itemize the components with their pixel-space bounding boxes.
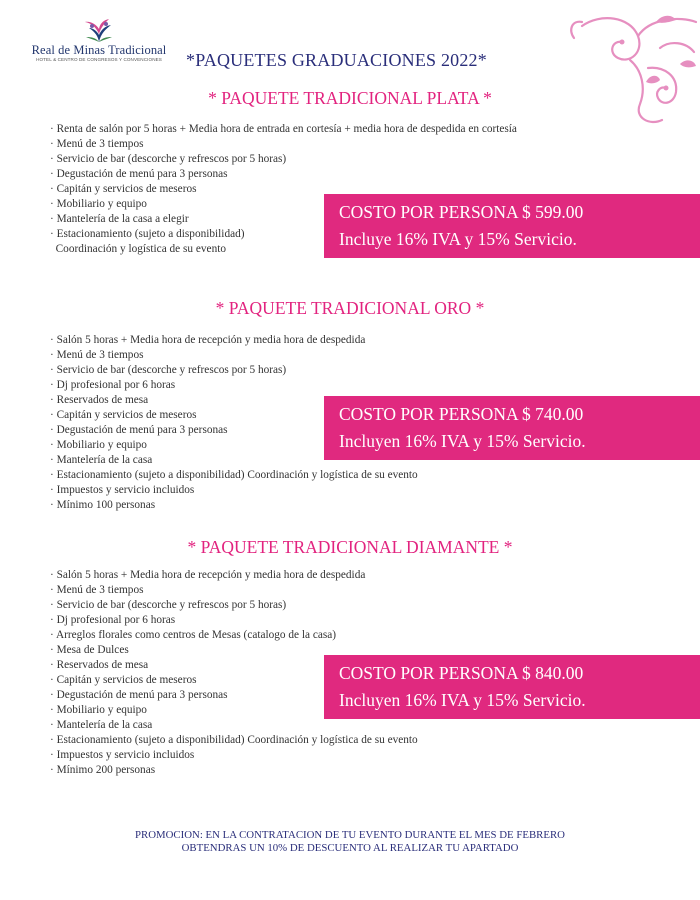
cost-box-oro: [324, 396, 700, 460]
package-title-diamante: * PAQUETE TRADICIONAL DIAMANTE *: [187, 537, 513, 557]
list-item: · Renta de salón por 5 horas + Media hora de entrada en cortesía + media hora de despedida en cortesía: [50, 123, 517, 135]
list-item: · Salón 5 horas + Media hora de recepción y media hora de despedida: [50, 569, 366, 581]
list-item: · Mínimo 200 personas: [50, 764, 156, 776]
logo-brand: Real de Minas Tradicional: [31, 43, 167, 57]
cost-box-diamante: [324, 655, 700, 719]
list-item: · Degustación de menú para 3 personas: [50, 689, 228, 701]
package-title-oro: * PAQUETE TRADICIONAL ORO *: [215, 298, 485, 318]
cost-includes: Incluyen 16% IVA y 15% Servicio.: [339, 690, 586, 710]
list-item: · Mesa de Dulces: [50, 644, 129, 656]
list-item: · Reservados de mesa: [50, 394, 149, 406]
list-item: · Dj profesional por 6 horas: [50, 614, 176, 626]
page-title: *PAQUETES GRADUACIONES 2022*: [186, 50, 487, 70]
list-item: · Impuestos y servicio incluidos: [50, 749, 195, 761]
promotion-line-1: PROMOCION: EN LA CONTRATACION DE TU EVENTO DURANTE EL MES DE FEBRERO: [135, 829, 565, 841]
package-title-plata: * PAQUETE TRADICIONAL PLATA *: [208, 88, 492, 108]
list-item: · Servicio de bar (descorche y refrescos por 5 horas): [50, 364, 287, 376]
list-item: · Capitán y servicios de meseros: [50, 409, 197, 421]
cost-includes: Incluyen 16% IVA y 15% Servicio.: [339, 431, 586, 451]
list-item: · Estacionamiento (sujeto a disponibilidad) Coordinación y logística de su evento: [50, 469, 418, 481]
cost-per-person: COSTO POR PERSONA $ 840.00: [339, 663, 584, 683]
list-item: · Capitán y servicios de meseros: [50, 674, 197, 686]
list-item: · Mobiliario y equipo: [50, 198, 147, 210]
promotion-note: [0, 829, 700, 855]
list-item: · Mantelería de la casa a elegir: [50, 213, 189, 225]
list-item: · Dj profesional por 6 horas: [50, 379, 176, 391]
list-item: · Estacionamiento (sujeto a disponibilidad): [50, 228, 245, 240]
cost-includes: Incluye 16% IVA y 15% Servicio.: [339, 229, 577, 249]
list-item: · Menú de 3 tiempos: [50, 138, 144, 150]
list-item: · Mínimo 100 personas: [50, 499, 156, 511]
pink-swirl-ornament-icon: [560, 8, 700, 128]
list-item: · Menú de 3 tiempos: [50, 349, 144, 361]
cost-per-person: COSTO POR PERSONA $ 599.00: [339, 202, 584, 222]
list-item: Coordinación y logística de su evento: [50, 243, 227, 255]
list-item: · Degustación de menú para 3 personas: [50, 424, 228, 436]
list-item: · Servicio de bar (descorche y refrescos por 5 horas): [50, 599, 287, 611]
list-item: · Mantelería de la casa: [50, 719, 153, 731]
cost-box-plata: [324, 194, 700, 258]
list-item: · Arreglos florales como centros de Mesas (catalogo de la casa): [50, 629, 337, 641]
flower-logo-icon: [79, 18, 119, 44]
cost-per-person: COSTO POR PERSONA $ 740.00: [339, 404, 584, 424]
list-item: · Mobiliario y equipo: [50, 704, 147, 716]
promotion-line-2: OBTENDRAS UN 10% DE DESCUENTO AL REALIZAR TU APARTADO: [181, 842, 519, 854]
list-item: · Reservados de mesa: [50, 659, 149, 671]
logo-tagline: HOTEL & CENTRO DE CONGRESOS Y CONVENCIONES: [36, 57, 162, 62]
list-item: · Salón 5 horas + Media hora de recepción y media hora de despedida: [50, 334, 366, 346]
list-item: · Menú de 3 tiempos: [50, 584, 144, 596]
list-item: · Estacionamiento (sujeto a disponibilidad) Coordinación y logística de su evento: [50, 734, 418, 746]
list-item: · Servicio de bar (descorche y refrescos por 5 horas): [50, 153, 287, 165]
hotel-logo: [24, 18, 174, 78]
list-item: · Impuestos y servicio incluidos: [50, 484, 195, 496]
list-item: · Mobiliario y equipo: [50, 439, 147, 451]
list-item: · Mantelería de la casa: [50, 454, 153, 466]
list-item: · Capitán y servicios de meseros: [50, 183, 197, 195]
list-item: · Degustación de menú para 3 personas: [50, 168, 228, 180]
